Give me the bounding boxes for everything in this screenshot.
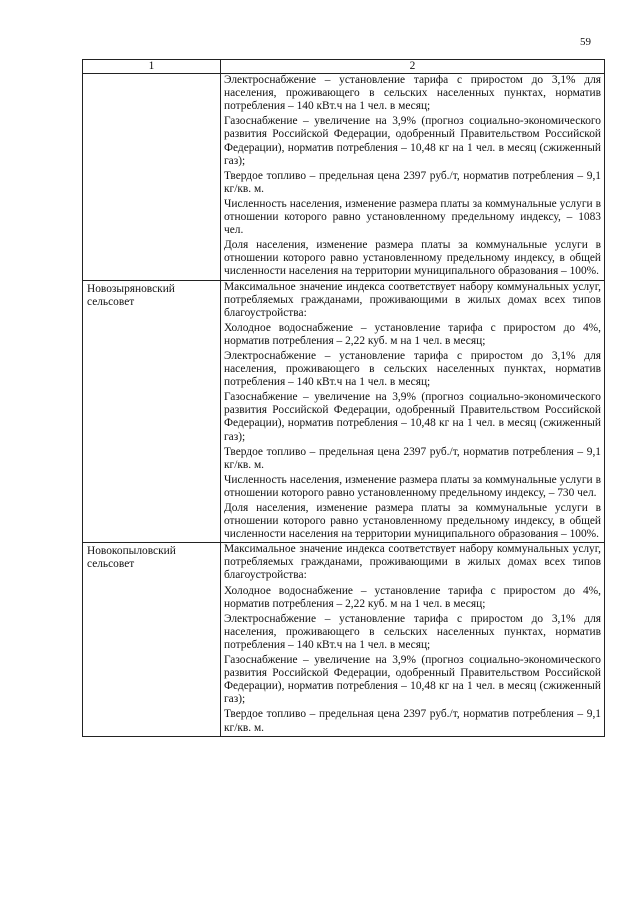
table-row — [83, 74, 605, 280]
description-paragraph: Твердое топливо – предельная цена 2397 руб./т, норматив потребления – 9,1 кг/кв. м. — [224, 169, 601, 195]
table-row — [83, 280, 605, 543]
municipality-name: Новозыряновский сельсовет — [83, 280, 221, 543]
description-paragraph: Газоснабжение – увеличение на 3,9% (прогноз социально-экономического развития Российской Федерации, одобренный Правительством Российской Федерации), норматив потребления – 10,48 кг на 1 чел. в месяц (сжиженный газ); — [224, 654, 601, 706]
description-paragraph: Электроснабжение – установление тарифа с приростом до 3,1% для населения, проживающего в сельских населенных пунктах, норматив потребления – 140 кВт.ч на 1 чел. в месяц; — [224, 349, 601, 389]
municipality-name — [83, 74, 221, 280]
tariff-table — [82, 59, 605, 737]
tariff-description — [221, 280, 605, 543]
description-paragraph: Максимальное значение индекса соответствует набору коммунальных услуг, потребляемых гражданами, проживающими в жилых домах всех типов благоустройства: — [224, 543, 601, 582]
municipality-name: Новокопыловский сельсовет — [83, 543, 221, 736]
description-paragraph: Численность населения, изменение размера платы за коммунальные услуги в отношении которого равно установленному предельному индексу, – 730 чел. — [224, 473, 601, 499]
description-paragraph: Холодное водоснабжение – установление тарифа с приростом до 4%, норматив потребления – 2,22 куб. м на 1 чел. в месяц; — [224, 584, 601, 610]
description-paragraph: Газоснабжение – увеличение на 3,9% (прогноз социально-экономического развития Российской Федерации, одобренный Правительством Российской Федерации), норматив потребления – 10,48 кг на 1 чел. в месяц (сжиженный газ); — [224, 115, 601, 167]
description-paragraph: Доля населения, изменение размера платы за коммунальные услуги в отношении которого равно установленному предельному индексу, в общей численности населения на территории муниципального образования – 100%. — [224, 502, 601, 541]
column-header-1: 1 — [83, 60, 221, 74]
column-header-2: 2 — [221, 60, 605, 74]
tariff-description — [221, 543, 605, 736]
page-number: 59 — [580, 36, 591, 48]
description-paragraph: Максимальное значение индекса соответствует набору коммунальных услуг, потребляемых гражданами, проживающими в жилых домах всех типов благоустройства: — [224, 280, 601, 319]
description-paragraph: Твердое топливо – предельная цена 2397 руб./т, норматив потребления – 9,1 кг/кв. м. — [224, 445, 601, 471]
description-paragraph: Доля населения, изменение размера платы за коммунальные услуги в отношении которого равно установленному предельному индексу, в общей численности населения на территории муниципального образования – 100%. — [224, 239, 601, 278]
description-paragraph: Численность населения, изменение размера платы за коммунальные услуги в отношении которого равно установленному предельному индексу, – 1083 чел. — [224, 197, 601, 237]
description-paragraph: Электроснабжение – установление тарифа с приростом до 3,1% для населения, проживающего в сельских населенных пунктах, норматив потребления – 140 кВт.ч на 1 чел. в месяц; — [224, 612, 601, 651]
description-paragraph: Твердое топливо – предельная цена 2397 руб./т, норматив потребления – 9,1 кг/кв. м. — [224, 708, 601, 734]
table-row — [83, 543, 605, 736]
tariff-description — [221, 74, 605, 280]
table-header-row — [83, 60, 605, 74]
description-paragraph: Электроснабжение – установление тарифа с приростом до 3,1% для населения, проживающего в сельских населенных пунктах, норматив потребления – 140 кВт.ч на 1 чел. в месяц; — [224, 74, 601, 113]
description-paragraph: Холодное водоснабжение – установление тарифа с приростом до 4%, норматив потребления – 2,22 куб. м на 1 чел. в месяц; — [224, 321, 601, 347]
description-paragraph: Газоснабжение – увеличение на 3,9% (прогноз социально-экономического развития Российской Федерации, одобренный Правительством Российской Федерации), норматив потребления – 10,48 кг на 1 чел. в месяц (сжиженный газ); — [224, 391, 601, 443]
